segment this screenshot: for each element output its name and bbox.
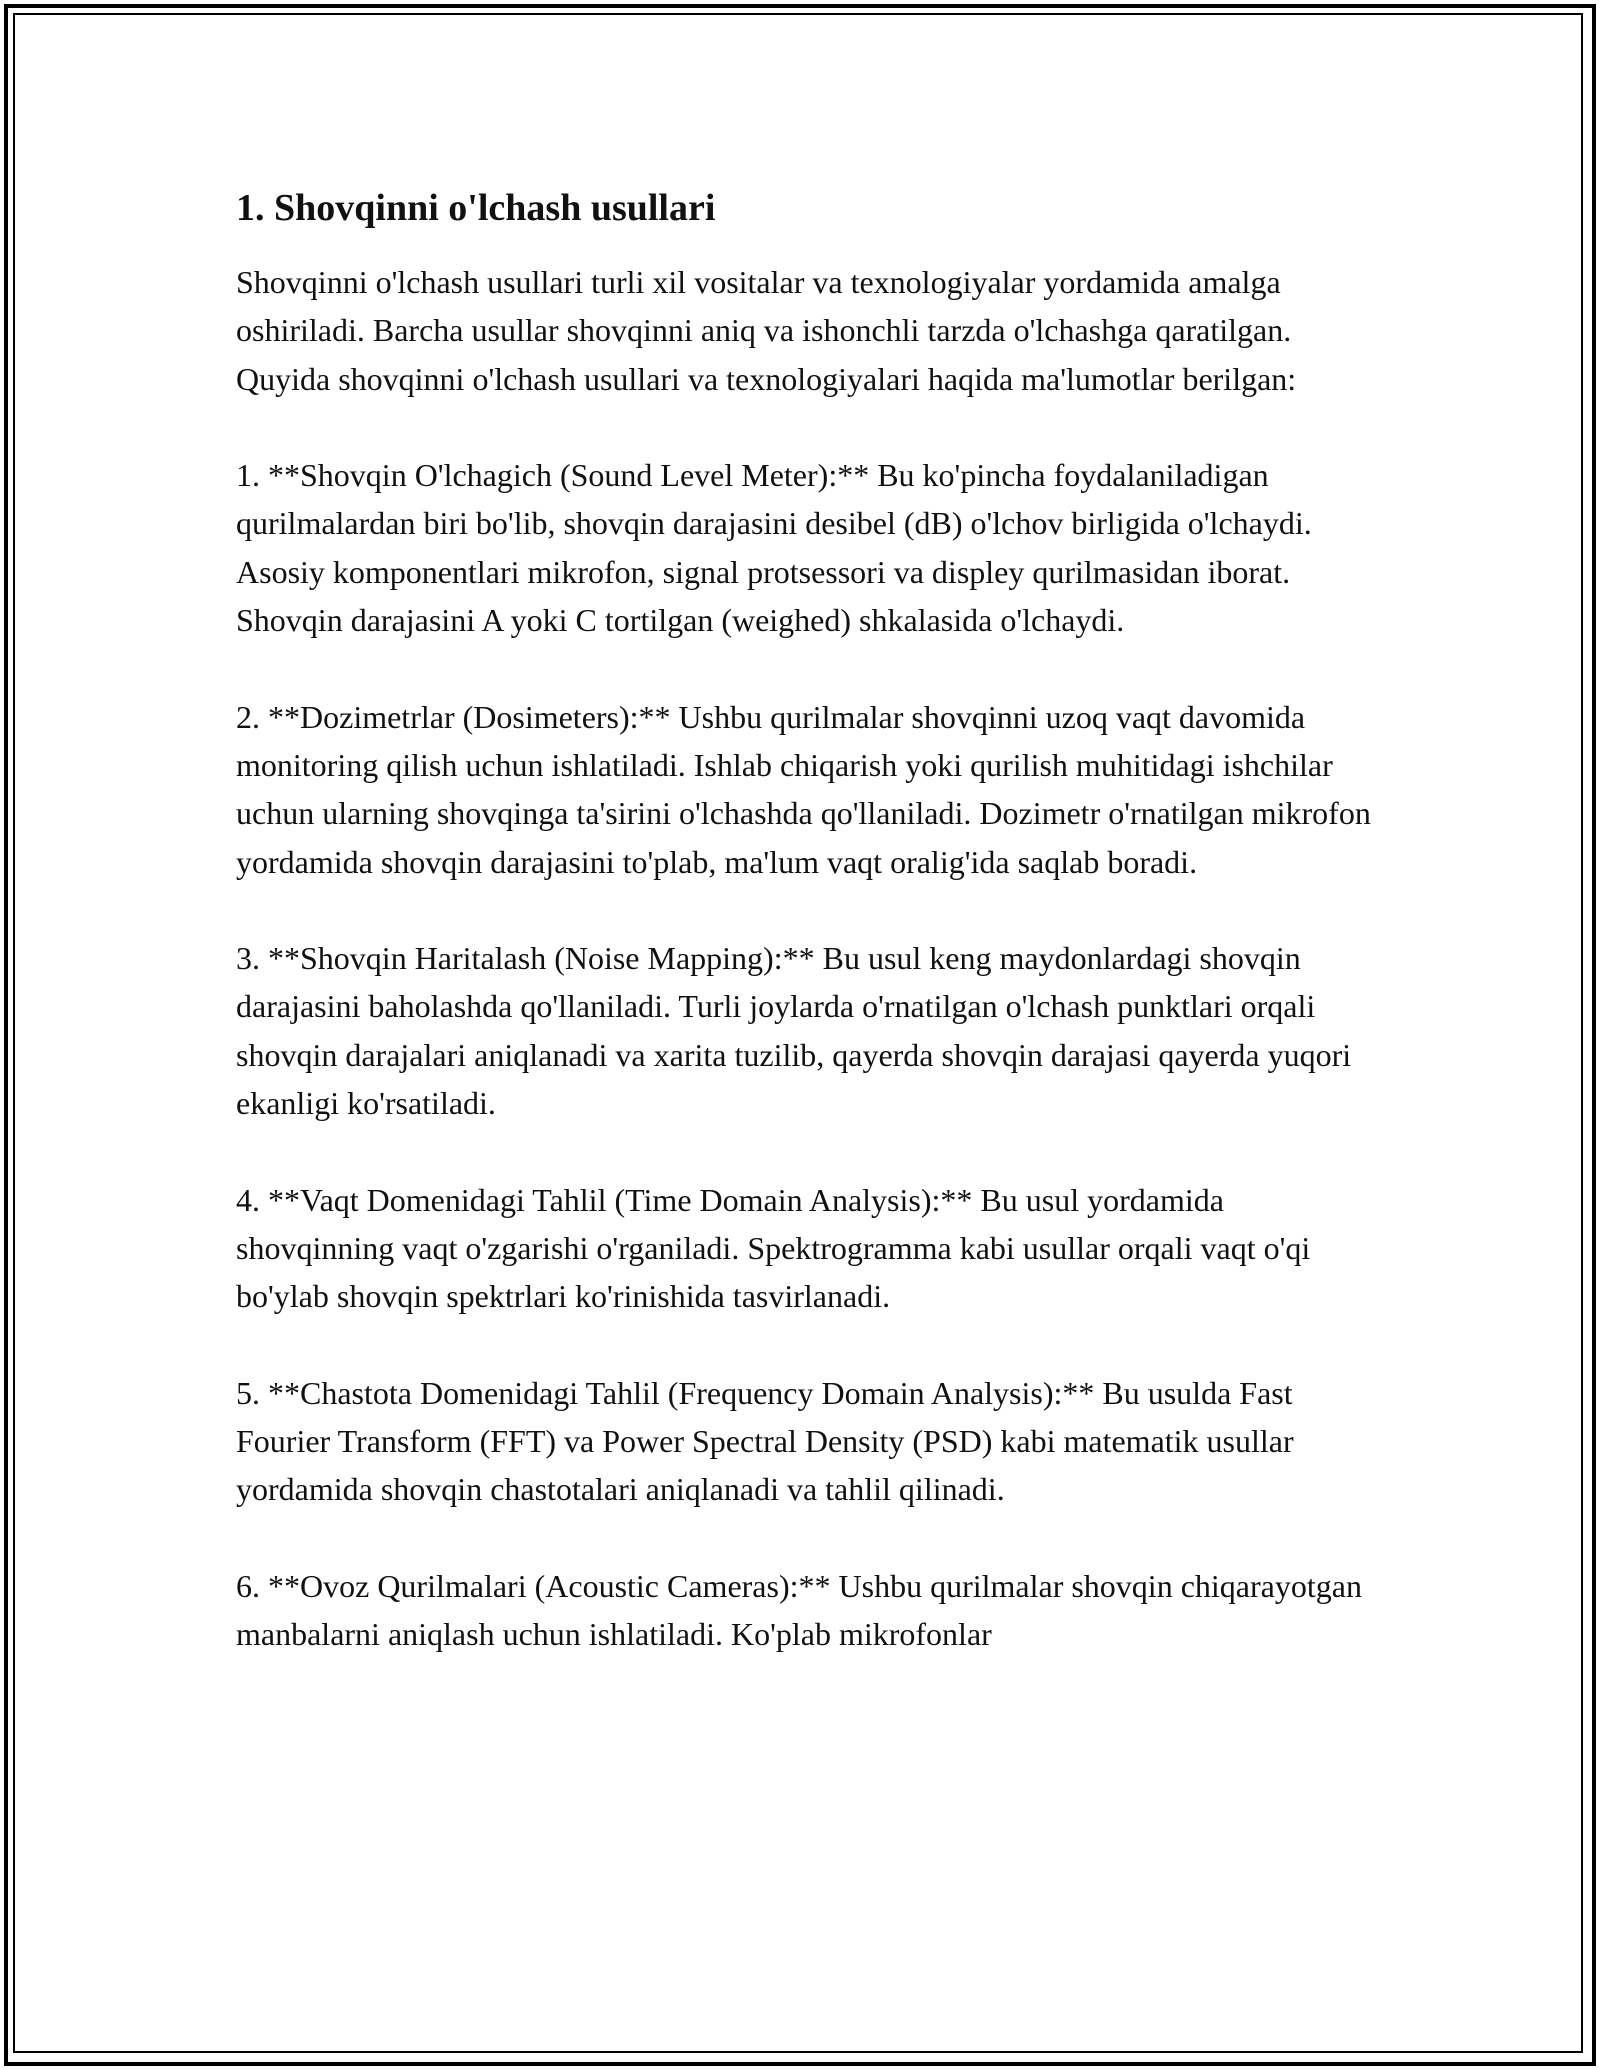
method-item-noise-mapping: 3. **Shovqin Haritalash (Noise Mapping):** Bu usul keng maydonlardagi shovqin darajasini baholashda qo'llaniladi. Turli joylarda o'rnatilgan o'lchash punktlari orqali shovqin darajalari aniqlanadi va xarita tuzilib, qayerda shovqin darajasi qayerda yuqori ekanligi ko'rsatiladi. [236, 940, 1352, 1122]
intro-paragraph: Shovqinni o'lchash usullari turli xil vositalar va texnologiyalar yordamida amalga oshiriladi. Barcha usullar shovqinni aniq va ishonchli tarzda o'lchashga qaratilgan. Quyida shovqinni o'lchash usullari va texnologiyalari haqida ma'lumotlar berilgan: [236, 264, 1297, 397]
method-item-sound-level-meter: 1. **Shovqin O'lchagich (Sound Level Meter):** Bu ko'pincha foydalaniladigan qurilmalardan biri bo'lib, shovqin darajasini desibel (dB) o'lchov birligida o'lchaydi. Asosiy komponentlari mikrofon, signal protsessori va displey qurilmasidan iborat. Shovqin darajasini A yoki C tortilgan (weighed) shkalasida o'lchaydi. [236, 457, 1312, 639]
method-item-frequency-domain-analysis: 5. **Chastota Domenidagi Tahlil (Frequency Domain Analysis):** Bu usulda Fast Fourier Transform (FFT) va Power Spectral Density (PSD) kabi matematik usullar yordamida shovqin chastotalari aniqlanadi va tahlil qilinadi. [236, 1374, 1294, 1508]
method-item-time-domain-analysis: 4. **Vaqt Domenidagi Tahlil (Time Domain Analysis):** Bu usul yordamida shovqinning vaqt o'zgarishi o'rganiladi. Spektrogramma kabi usullar orqali vaqt o'qi bo'ylab shovqin spektrlari ko'rinishida tasvirlanadi. [236, 1181, 1311, 1315]
method-item-acoustic-cameras: 6. **Ovoz Qurilmalari (Acoustic Cameras):** Ushbu qurilmalar shovqin chiqarayotgan manbalarni aniqlash uchun ishlatiladi. Ko'plab mikrofonlar [236, 1568, 1362, 1653]
method-item-dosimeters: 2. **Dozimetrlar (Dosimeters):** Ushbu qurilmalar shovqinni uzoq vaqt davomida monitoring qilish uchun ishlatiladi. Ishlab chiqarish yoki qurilish muhitidagi ishchilar uchun ularning shovqinga ta'sirini o'lchashda qo'llaniladi. Dozimetr o'rnatilgan mikrofon yordamida shovqin darajasini to'plab, ma'lum vaqt oralig'ida saqlab boradi. [236, 698, 1371, 880]
section-title: 1. Shovqinni o'lchash usullari [236, 187, 716, 229]
document-body [236, 184, 1376, 1707]
